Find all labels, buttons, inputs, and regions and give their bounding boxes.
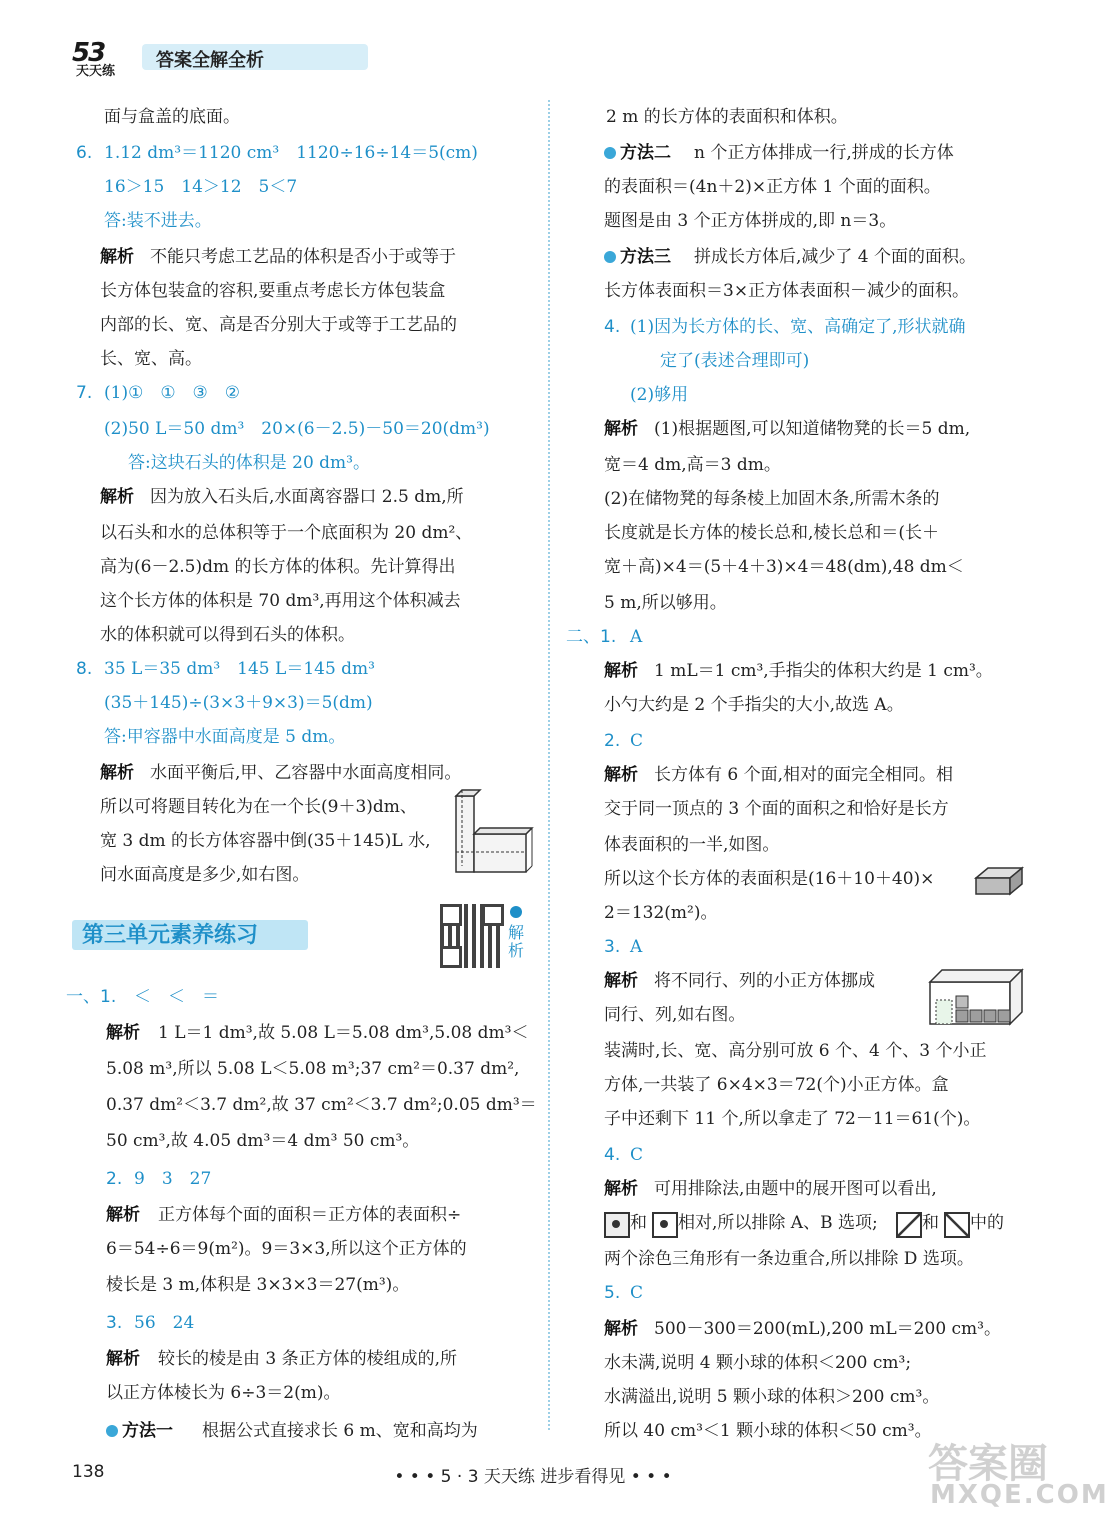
qr-code[interactable] bbox=[440, 904, 504, 968]
bulb-icon bbox=[604, 147, 616, 159]
text-line: (1)根据题图,可以知道储物凳的长＝5 dm, bbox=[654, 419, 971, 439]
question-number: 3. bbox=[106, 1313, 123, 1333]
question-number: 4. bbox=[604, 1145, 621, 1165]
text-line: 装满时,长、宽、高分别可放 6 个、4 个、3 个小正 bbox=[604, 1041, 987, 1061]
text-line: 所以 40 cm³＜1 颗小球的体积＜50 cm³。 bbox=[604, 1421, 932, 1441]
text-line: 高为(6－2.5)dm 的长方体的体积。先计算得出 bbox=[100, 557, 456, 577]
triangle-square-icon bbox=[944, 1212, 970, 1238]
text-line: 长度就是长方体的棱长总和,棱长总和＝(长＋ bbox=[604, 523, 940, 543]
text-line: 不能只考虑工艺品的体积是否小于或等于 bbox=[150, 247, 456, 267]
analysis-label: 解析 bbox=[604, 1319, 638, 1339]
answer-line: 35 L＝35 dm³ 145 L＝145 dm³ bbox=[104, 659, 375, 679]
answer-line: 定了(表述合理即可) bbox=[660, 351, 810, 371]
text-line: 中的 bbox=[970, 1213, 1004, 1233]
answer-line: ＜ ＜ ＝ bbox=[134, 987, 219, 1007]
text-line: 1 L＝1 dm³,故 5.08 L＝5.08 dm³,5.08 dm³＜ bbox=[158, 1023, 529, 1043]
text-line: 6＝54÷6＝9(m²)。9＝3×3,所以这个正方体的 bbox=[106, 1239, 467, 1259]
text-line: 和 bbox=[630, 1213, 647, 1233]
page-number: 138 bbox=[72, 1462, 105, 1482]
text-line: 所以这个长方体的表面积是(16＋10＋40)× bbox=[604, 869, 935, 889]
text-line: 长方体表面积＝3×正方体表面积－减少的面积。 bbox=[604, 281, 970, 301]
text-line: 长方体包装盒的容积,要重点考虑长方体包装盒 bbox=[100, 281, 446, 301]
text-line: 因为放入石头后,水面离容器口 2.5 dm,所 bbox=[150, 487, 464, 507]
text-line: 长方体有 6 个面,相对的面完全相同。相 bbox=[654, 765, 954, 785]
text-line: 水的体积就可以得到石头的体积。 bbox=[100, 625, 355, 645]
question-number: 2. bbox=[106, 1169, 123, 1189]
text-line: 两个涂色三角形有一条边重合,所以排除 D 选项。 bbox=[604, 1249, 974, 1269]
text-line: 棱长是 3 m,体积是 3×3×3＝27(m³)。 bbox=[106, 1275, 410, 1295]
text-line: 较长的棱是由 3 条正方体的棱组成的,所 bbox=[158, 1349, 458, 1369]
text-line: 水面平衡后,甲、乙容器中水面高度相同。 bbox=[150, 763, 462, 783]
page-header bbox=[70, 34, 470, 78]
answer-line: (1)因为长方体的长、宽、高确定了,形状就确 bbox=[630, 317, 966, 337]
text-line: 内部的长、宽、高是否分别大于或等于工艺品的 bbox=[100, 315, 457, 335]
text-line: 2＝132(m²)。 bbox=[604, 903, 718, 923]
answer-line: (2)50 L＝50 dm³ 20×(6－2.5)－50＝20(dm³) bbox=[104, 419, 490, 439]
method-text: 方法二 bbox=[620, 143, 671, 163]
column-divider bbox=[548, 100, 550, 1430]
text-line: 5.08 m³,所以 5.08 L＜5.08 m³;37 cm²＝0.37 dm², bbox=[106, 1059, 520, 1079]
text-line: 体表面积的一半,如图。 bbox=[604, 835, 780, 855]
text-line: 宽＋高)×4＝(5＋4＋3)×4＝48(dm),48 dm＜ bbox=[604, 557, 964, 577]
logo-text: 53 bbox=[72, 38, 105, 68]
text-line: 和 bbox=[922, 1213, 939, 1233]
analysis-label: 解析 bbox=[604, 419, 638, 439]
text-line: 0.37 dm²＜3.7 dm²,故 37 cm²＜3.7 dm²;0.05 dm³＝ bbox=[106, 1095, 537, 1115]
text-line: 题图是由 3 个正方体拼成的,即 n＝3。 bbox=[604, 211, 897, 231]
cuboid-figure bbox=[974, 864, 1024, 898]
answer-line: C bbox=[630, 731, 644, 751]
text-line: 这个长方体的体积是 70 dm³,再用这个体积减去 bbox=[100, 591, 461, 611]
question-number: 一、1. bbox=[66, 987, 117, 1007]
answer-line: 9 3 27 bbox=[134, 1169, 212, 1189]
footer-slogan: • • • 5 · 3 天天练 进步看得见 • • • bbox=[394, 1467, 672, 1487]
header-title: 答案全解全析 bbox=[156, 50, 264, 71]
analysis-label: 解析 bbox=[100, 763, 134, 783]
answer-line: 56 24 bbox=[134, 1313, 195, 1333]
text-line: (2)在储物凳的每条棱上加固木条,所需木条的 bbox=[604, 489, 940, 509]
method-text: 方法一 bbox=[122, 1421, 173, 1441]
text-line: 方体,一共装了 6×4×3＝72(个)小正方体。盒 bbox=[604, 1075, 949, 1095]
text-line: 以石头和水的总体积等于一个底面积为 20 dm²、 bbox=[100, 523, 473, 543]
l-container-figure bbox=[452, 790, 532, 880]
text-line: 可用排除法,由题中的展开图可以看出, bbox=[654, 1179, 937, 1199]
cube-box-figure bbox=[926, 966, 1026, 1028]
text-line: 水满溢出,说明 5 颗小球的体积＞200 cm³。 bbox=[604, 1387, 940, 1407]
answer-line: (2)够用 bbox=[630, 385, 689, 405]
question-number: 5. bbox=[604, 1283, 621, 1303]
answer-line: (35＋145)÷(3×3＋9×3)＝5(dm) bbox=[104, 693, 373, 713]
question-number: 3. bbox=[604, 937, 621, 957]
question-number: 6. bbox=[76, 143, 93, 163]
text-line: 将不同行、列的小正方体挪成 bbox=[654, 971, 875, 991]
text-line: 水未满,说明 4 颗小球的体积＜200 cm³; bbox=[604, 1353, 912, 1373]
text-line: 所以可将题目转化为在一个长(9＋3)dm、 bbox=[100, 797, 417, 817]
text-line: 50 cm³,故 4.05 dm³＝4 dm³ 50 cm³。 bbox=[106, 1131, 420, 1151]
text-line: 1 mL＝1 cm³,手指尖的体积大约是 1 cm³。 bbox=[654, 661, 993, 681]
question-number: 2. bbox=[604, 731, 621, 751]
text-line: 长、宽、高。 bbox=[100, 349, 202, 369]
answer-line: 答:这块石头的体积是 20 dm³。 bbox=[128, 453, 370, 473]
analysis-label: 解析 bbox=[100, 247, 134, 267]
answer-line: 16＞15 14＞12 5＜7 bbox=[104, 177, 298, 197]
answer-line: A bbox=[630, 937, 643, 957]
method-label bbox=[106, 1416, 173, 1446]
triangle-square-icon bbox=[896, 1212, 922, 1238]
watermark: 答案圈 bbox=[928, 1441, 1048, 1487]
text-line: 面与盒盖的底面。 bbox=[104, 107, 240, 127]
text-line: 问水面高度是多少,如右图。 bbox=[100, 865, 310, 885]
answer-line: 答:装不进去。 bbox=[104, 211, 212, 231]
text-line: 根据公式直接求长 6 m、宽和高均为 bbox=[202, 1421, 478, 1441]
watermark-url: MXQE.COM bbox=[930, 1480, 1109, 1510]
answer-line: A bbox=[630, 627, 643, 647]
question-number: 二、1. bbox=[566, 627, 617, 647]
analysis-label: 解析 bbox=[106, 1349, 140, 1369]
dot-square-icon bbox=[604, 1212, 630, 1238]
text-line: 500－300＝200(mL),200 mL＝200 cm³。 bbox=[654, 1319, 1001, 1339]
play-icon bbox=[510, 906, 522, 918]
question-number: 4. bbox=[604, 317, 621, 337]
answer-line: 1.12 dm³＝1120 cm³ 1120÷16÷14＝5(cm) bbox=[104, 143, 478, 163]
logo-subtext: 天天练 bbox=[76, 64, 116, 79]
text-line: 2 m 的长方体的表面积和体积。 bbox=[606, 107, 848, 127]
text-line: 同行、列,如右图。 bbox=[604, 1005, 746, 1025]
text-line: 拼成长方体后,减少了 4 个面的面积。 bbox=[694, 247, 977, 267]
analysis-label: 解析 bbox=[604, 765, 638, 785]
analysis-label: 解析 bbox=[604, 971, 638, 991]
text-line: 小勺大约是 2 个手指尖的大小,故选 A。 bbox=[604, 695, 904, 715]
text-line: 宽＝4 dm,高＝3 dm。 bbox=[604, 455, 781, 475]
text-line: 正方体每个面的面积＝正方体的表面积÷ bbox=[158, 1205, 462, 1225]
answer-line: C bbox=[630, 1145, 644, 1165]
analysis-label: 解析 bbox=[106, 1205, 140, 1225]
text-line: 5 m,所以够用。 bbox=[604, 593, 727, 613]
text-line: 的表面积＝(4n＋2)×正方体 1 个面的面积。 bbox=[604, 177, 941, 197]
text-line: 宽 3 dm 的长方体容器中倒(35＋145)L 水, bbox=[100, 831, 431, 851]
method-label bbox=[604, 138, 671, 168]
text-line: 子中还剩下 11 个,所以拿走了 72－11＝61(个)。 bbox=[604, 1109, 981, 1129]
analysis-label: 解析 bbox=[106, 1023, 140, 1043]
question-number: 8. bbox=[76, 659, 93, 679]
dot-square-icon bbox=[652, 1212, 678, 1238]
qr-label: 解析 bbox=[508, 923, 525, 960]
text-line: 交于同一顶点的 3 个面的面积之和恰好是长方 bbox=[604, 799, 949, 819]
bulb-icon bbox=[106, 1425, 118, 1437]
brand-logo bbox=[70, 34, 136, 78]
text-line: n 个正方体排成一行,拼成的长方体 bbox=[694, 143, 954, 163]
analysis-label: 解析 bbox=[604, 1179, 638, 1199]
answer-line: (1)① ① ③ ② bbox=[104, 383, 241, 403]
question-number: 7. bbox=[76, 383, 93, 403]
text-line: 以正方体棱长为 6÷3＝2(m)。 bbox=[106, 1383, 341, 1403]
analysis-label: 解析 bbox=[100, 487, 134, 507]
text-line: 相对,所以排除 A、B 选项; bbox=[678, 1213, 878, 1233]
analysis-label: 解析 bbox=[604, 661, 638, 681]
method-text: 方法三 bbox=[620, 247, 671, 267]
answer-line: 答:甲容器中水面高度是 5 dm。 bbox=[104, 727, 346, 747]
unit-title: 第三单元素养练习 bbox=[82, 923, 259, 948]
bulb-icon bbox=[604, 251, 616, 263]
method-label bbox=[604, 242, 671, 272]
answer-line: C bbox=[630, 1283, 644, 1303]
